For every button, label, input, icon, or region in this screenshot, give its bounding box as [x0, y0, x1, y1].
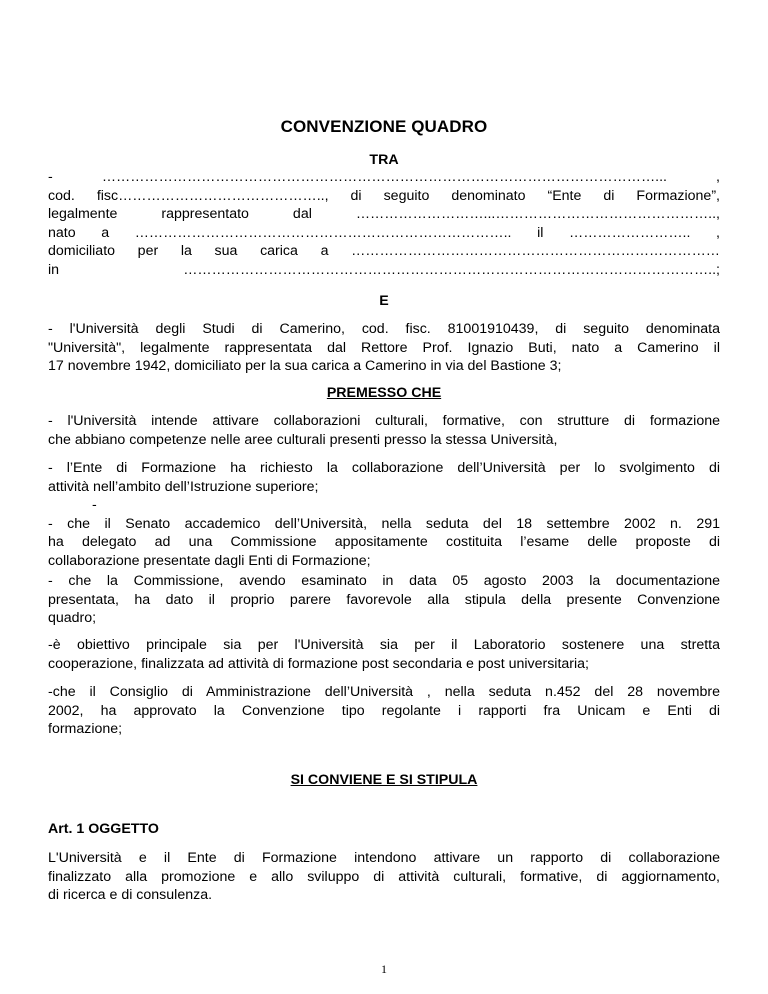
e-heading: E [379, 293, 389, 309]
document-page [48, 0, 720, 994]
document-title: CONVENZIONE QUADRO [280, 117, 488, 136]
party2-line: - l'Università degli Studi di Camerino, cod. fisc. 81001910439, di seguito denominata [48, 321, 720, 337]
paragraph-line: 2002, ha approvato la Convenzione tipo regolante i rapporti fra Unicam e Enti di [48, 702, 720, 719]
paragraph-line: formazione; [48, 721, 123, 737]
paragraph-line: - che la Commissione, avendo esaminato in data 05 agosto 2003 la documentazione [48, 573, 720, 589]
article-1-heading: Art. 1 OGGETTO [48, 821, 159, 837]
paragraph-line: -è obiettivo principale sia per l'Università sia per il Laboratorio sostenere una stretta [48, 637, 720, 653]
paragraph-line: cooperazione, finalizzata ad attività di formazione post secondaria e post universitaria; [48, 655, 590, 672]
party1-line: domiciliato per la sua carica a …………………………………………………………………… [48, 243, 720, 259]
paragraph-line: - che il Senato accademico dell’Università, nella seduta del 18 settembre 2002 n. 291 [48, 515, 720, 532]
tra-heading: TRA [369, 152, 399, 168]
paragraph-line: finalizzato alla promozione e allo sviluppo di attività culturali, formative, di aggiornamento, [48, 868, 720, 885]
premesso-heading: PREMESSO CHE [326, 385, 442, 401]
party1-line: legalmente rappresentato dal ………………………...……………………………………….., [48, 206, 720, 222]
paragraph-line: di ricerca e di consulenza. [48, 887, 213, 903]
party1-line: - ………………………………………………………………………………………………………... , [48, 169, 720, 185]
page-number: 1 [381, 962, 387, 976]
paragraph-line: ha delegato ad una Commissione appositamente costituita l’esame delle proposte di [48, 534, 720, 550]
premesso-paragraph-4 [48, 636, 720, 673]
paragraph-line: che abbiano competenze nelle aree culturali presenti presso la stessa Università, [48, 431, 558, 448]
premesso-paragraph-1 [48, 412, 720, 449]
paragraph-line: - l'Università intende attivare collaborazioni culturali, formative, con strutture di formazione [48, 413, 720, 429]
paragraph-line: L'Università e il Ente di Formazione intendono attivare un rapporto di collaborazione [48, 850, 720, 866]
paragraph-line: - [92, 497, 97, 513]
party1-line: nato a …………………………………………………………………….. il …………………….. , [48, 224, 720, 241]
party1-block [48, 168, 720, 279]
party2-block [48, 320, 720, 376]
party2-line: 17 novembre 1942, domiciliato per la sua carica a Camerino in via del Bastione 3; [48, 358, 562, 374]
paragraph-line: presentata, ha dato il proprio parere favorevole alla stipula della presente Convenzione [48, 591, 720, 608]
premesso-paragraph-2 [48, 459, 720, 570]
paragraph-line: attività nell’ambito dell’Istruzione superiore; [48, 478, 319, 495]
article-1-text [48, 849, 720, 905]
conviene-heading: SI CONVIENE E SI STIPULA [290, 772, 478, 788]
party2-line: "Università", legalmente rappresentata dal Rettore Prof. Ignazio Buti, nato a Camerino il [48, 339, 720, 356]
party1-line: cod. fisc…………………………………….., di seguito denominato “Ente di Formazione”, [48, 187, 720, 204]
paragraph-line: - l’Ente di Formazione ha richiesto la collaborazione dell’Università per lo svolgimento di [48, 460, 720, 476]
premesso-paragraph-5 [48, 683, 720, 739]
party1-line: in …………………………………………………………………………………………………..; [48, 261, 720, 278]
paragraph-line: -che il Consiglio di Amministrazione dell’Università , nella seduta n.452 del 28 novembre [48, 684, 720, 700]
paragraph-line: collaborazione presentate dagli Enti di Formazione; [48, 552, 371, 569]
paragraph-line: quadro; [48, 610, 97, 626]
premesso-paragraph-3 [48, 572, 720, 628]
